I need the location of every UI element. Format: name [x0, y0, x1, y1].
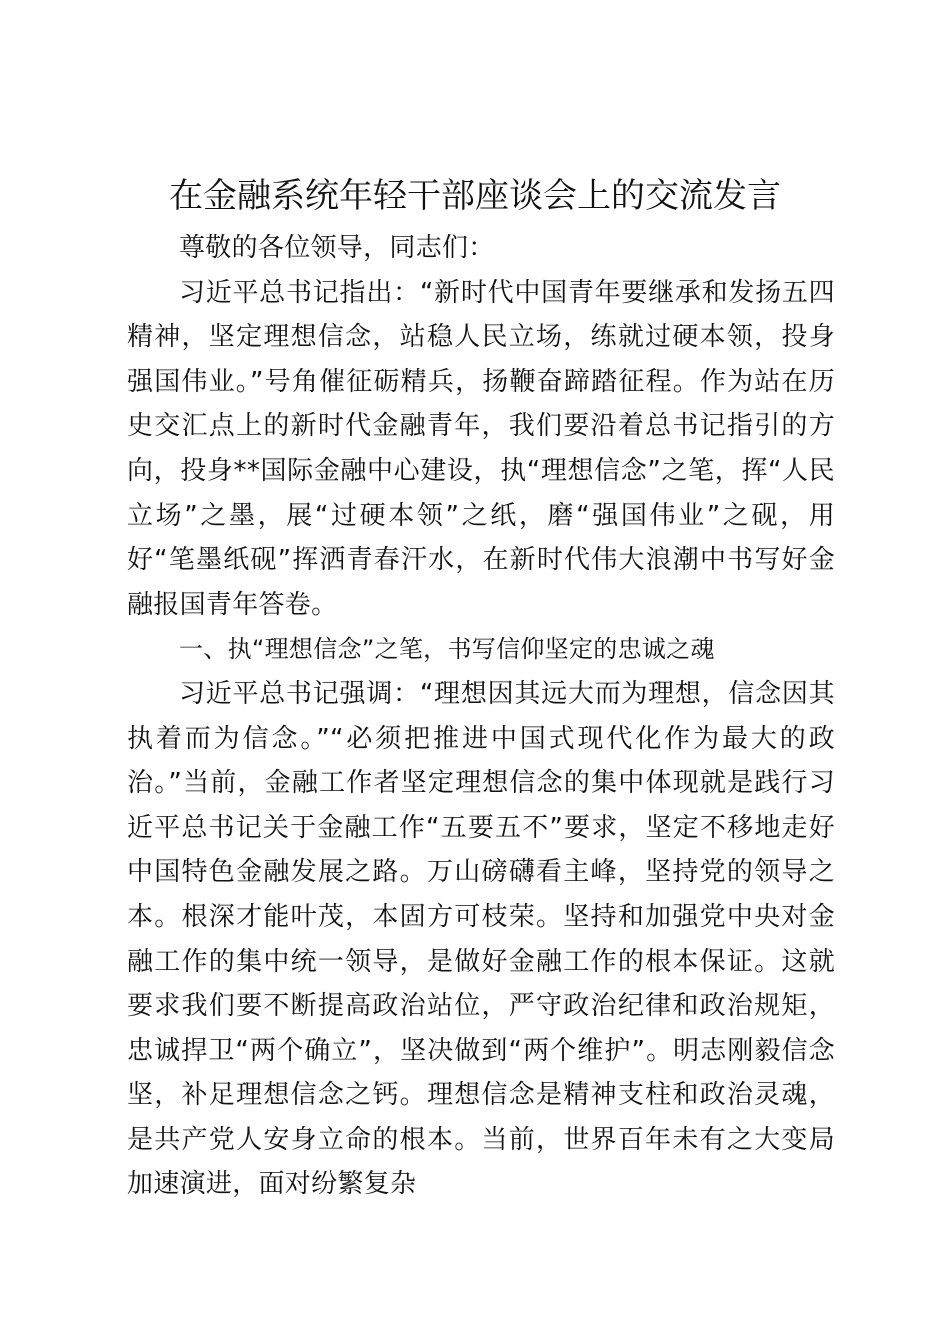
section-1-heading: 一、执“理想信念”之笔，书写信仰坚定的忠诚之魂 [179, 635, 715, 664]
document-body [127, 226, 835, 1207]
paragraph-1: 习近平总书记指出：“新时代中国青年要继承和发扬五四精神，坚定理想信念，站稳人民立场，练就过硬本领，投身强国伟业。”号角催征砺精兵，扬鞭奋蹄踏征程。作为站在历史交汇点上的新时代金融青年，我们要沿着总书记指引的方向，投身**国际金融中心建设，执“理想信念”之笔，挥“人民立场”之墨，展“过硬本领”之纸，磨“强国伟业”之砚，用好“笔墨纸砚”挥洒青春汗水，在新时代伟大浪潮中书写好金融报国青年答卷。 [127, 277, 835, 620]
salutation: 尊敬的各位领导，同志们： [179, 233, 495, 263]
paragraph-2: 习近平总书记强调：“理想因其远大而为理想，信念因其执着而为信念。”“必须把推进中国式现代化作为最大的政治。”当前，金融工作者坚定理想信念的集中体现就是践行习近平总书记关于金融工作“五要五不”要求，坚定不移地走好中国特色金融发展之路。万山磅礴看主峰，坚持党的领导之本。根深才能叶茂，本固方可枝荣。坚持和加强党中央对金融工作的集中统一领导，是做好金融工作的根本保证。这就要求我们要不断提高政治站位，严守政治纪律和政治规矩，忠诚捍卫“两个确立”，坚决做到“两个维护”。明志刚毅信念坚，补足理想信念之钙。理想信念是精神支柱和政治灵魂，是共产党人安身立命的根本。当前，世界百年未有之大变局加速演进，面对纷繁复杂 [127, 678, 835, 1200]
document-title: 在金融系统年轻干部座谈会上的交流发言 [169, 176, 781, 216]
